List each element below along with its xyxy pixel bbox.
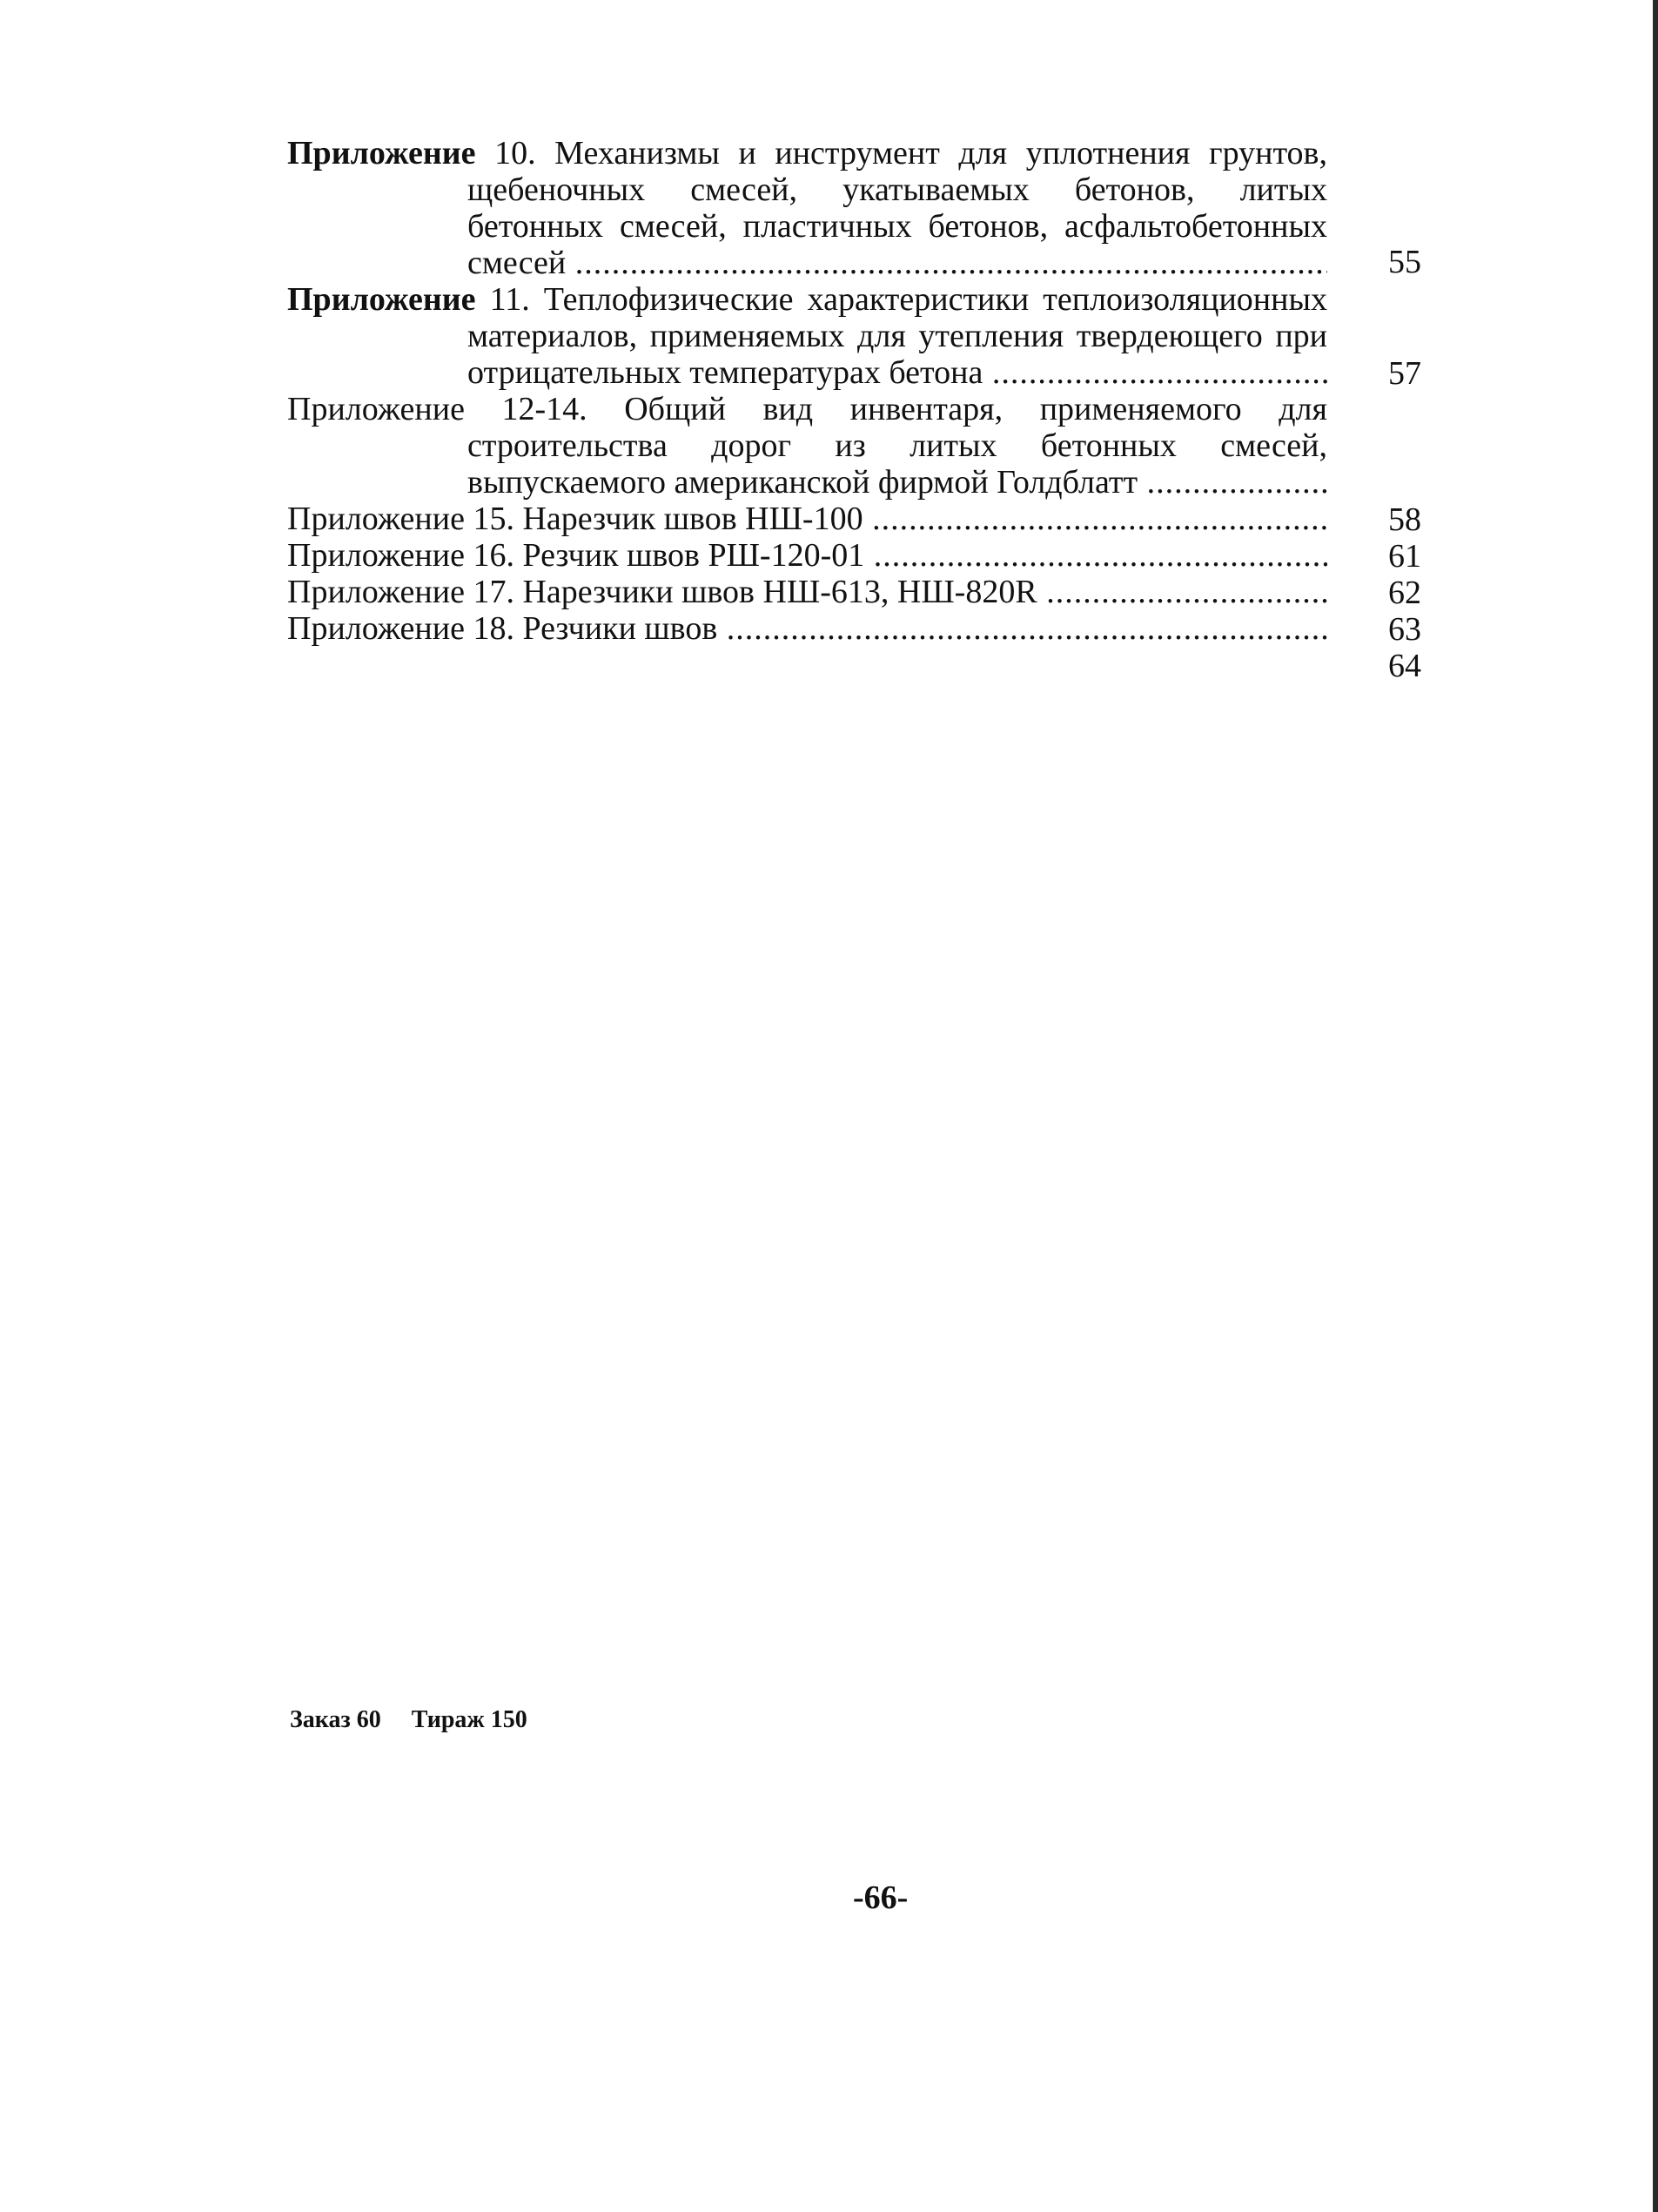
toc-entry-line: Приложение 11. Теплофизические характеристики теплоизоляционных xyxy=(287,281,1327,318)
toc-entry-appendix-11 xyxy=(287,281,1327,391)
toc-entry-line: строительства дорог из литых бетонных смесей, xyxy=(467,427,1327,464)
toc-entry-line-leader: Приложение 18. Резчики швов ..... xyxy=(287,610,1327,647)
scan-page-edge xyxy=(1653,0,1658,2212)
toc-entry-line-leader: отрицательных температурах бетона ..... xyxy=(287,354,1327,391)
table-of-contents xyxy=(287,135,1419,647)
toc-entry-appendix-16 xyxy=(287,537,1327,574)
toc-entry-appendix-18 xyxy=(287,610,1327,647)
print-run: Тираж 150 xyxy=(411,1706,527,1733)
toc-page-number: 63 xyxy=(1388,611,1421,648)
toc-entry-line: материалов, применяемых для утепления твердеющего при xyxy=(467,318,1327,354)
toc-page-number: 58 xyxy=(1388,501,1421,538)
toc-entry-appendix-10 xyxy=(287,135,1327,281)
toc-entry-line-leader: смесей ..... xyxy=(287,245,1327,281)
toc-entry-prefix: Приложение xyxy=(287,135,476,171)
toc-entry-line: Приложение 12-14. Общий вид инвентаря, применяемого для xyxy=(287,391,1327,427)
toc-page-number: 64 xyxy=(1388,648,1421,684)
toc-entry-line-leader: выпускаемого американской фирмой Голдблатт ..... xyxy=(287,464,1327,501)
toc-entry-line: бетонных смесей, пластичных бетонов, асфальтобетонных xyxy=(467,208,1327,245)
order-number: Заказ 60 xyxy=(290,1706,381,1733)
toc-entry-appendix-15 xyxy=(287,501,1327,537)
toc-page-number: 62 xyxy=(1388,575,1421,611)
page-number: -66- xyxy=(853,1879,909,1916)
toc-entry-appendix-17 xyxy=(287,574,1327,610)
imprint-line xyxy=(290,1706,552,1734)
toc-page-number: 55 xyxy=(1388,244,1421,280)
toc-entry-prefix: Приложение xyxy=(287,281,476,318)
toc-entry-appendix-12-14 xyxy=(287,391,1327,501)
toc-page-number: 61 xyxy=(1388,538,1421,575)
toc-entry-line-leader: Приложение 17. Нарезчики швов НШ-613, НШ-820R ..... xyxy=(287,574,1327,610)
toc-entry-line-leader: Приложение 15. Нарезчик швов НШ-100 ..... xyxy=(287,501,1327,537)
toc-page-number: 57 xyxy=(1388,355,1421,392)
toc-entry-line: щебеночных смесей, укатываемых бетонов, литых xyxy=(467,171,1327,208)
toc-entry-line-leader: Приложение 16. Резчик швов РШ-120-01 ..... xyxy=(287,537,1327,574)
toc-entry-line: Приложение 10. Механизмы и инструмент для уплотнения грунтов, xyxy=(287,135,1327,171)
